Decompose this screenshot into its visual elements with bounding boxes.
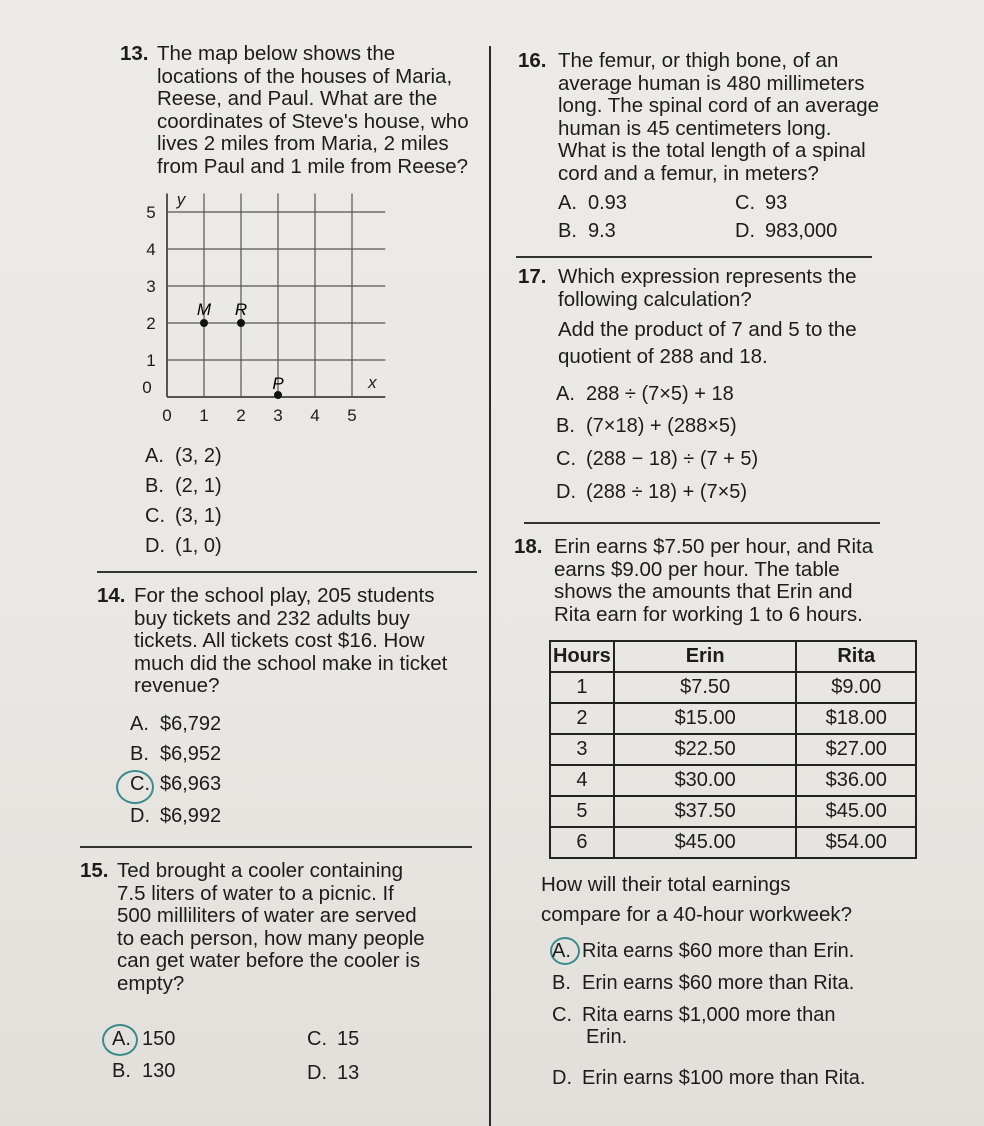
stem-line: compare for a 40-hour workweek?: [541, 903, 853, 926]
question-stem: [558, 266, 857, 368]
option-letter: D.: [130, 805, 150, 827]
answer-option[interactable]: [130, 773, 221, 795]
x-axis-label: x: [368, 373, 377, 392]
option-letter: B.: [112, 1060, 131, 1082]
question-number: 15.: [80, 859, 109, 882]
x-tick-label: 0: [162, 406, 172, 425]
option-text: 0.93: [588, 192, 627, 214]
option-text: $6,792: [160, 713, 222, 735]
stem-line: 500 milliliters of water are served: [117, 904, 417, 927]
answer-option[interactable]: [558, 192, 627, 214]
answer-option[interactable]: [307, 1028, 359, 1050]
table-row: [550, 703, 916, 734]
option-letter: B.: [145, 475, 164, 497]
separator: [524, 522, 880, 524]
stem-line: The femur, or thigh bone, of an: [558, 49, 839, 72]
table-row: [550, 796, 916, 827]
option-letter: B.: [130, 743, 149, 765]
map-point-m: [200, 319, 208, 327]
prompt-line: quotient of 288 and 18.: [558, 344, 768, 368]
option-text: (288 − 18) ÷ (7 + 5): [586, 448, 759, 470]
table-cell: 1: [550, 672, 614, 703]
stem-line: 7.5 liters of water to a picnic. If: [117, 881, 394, 905]
stem-line: much did the school make in ticket: [134, 651, 448, 675]
stem-line: Rita earn for working 1 to 6 hours.: [554, 602, 863, 626]
stem-line: earns $9.00 per hour. The table: [554, 557, 840, 581]
option-text: 288 ÷ (7×5) + 18: [586, 383, 734, 405]
answer-option[interactable]: [307, 1062, 359, 1084]
y-tick-label: 2: [146, 314, 156, 333]
table-row: [550, 672, 916, 703]
stem-line: following calculation?: [558, 287, 752, 311]
option-letter: A.: [552, 940, 571, 962]
answer-option[interactable]: [556, 448, 758, 470]
x-tick-label: 5: [347, 406, 357, 425]
answer-option[interactable]: [735, 192, 787, 214]
column-divider: [489, 46, 491, 1126]
option-text: $6,952: [160, 743, 222, 765]
stem-line: locations of the houses of Maria,: [157, 64, 453, 88]
option-letter: A.: [130, 713, 149, 735]
prompt-line: Add the product of 7 and 5 to the: [558, 318, 857, 341]
stem-line: tickets. All tickets cost $16. How: [134, 629, 425, 652]
stem-line: empty?: [117, 971, 185, 995]
option-letter: D.: [145, 535, 165, 557]
option-text: 983,000: [765, 220, 838, 242]
table-cell: $18.00: [796, 703, 916, 734]
question-number: 17.: [518, 265, 547, 288]
stem-line: What is the total length of a spinal: [558, 139, 866, 162]
table-cell: $36.00: [796, 765, 916, 796]
stem-line: For the school play, 205 students: [134, 584, 435, 607]
x-tick-label: 4: [310, 406, 320, 425]
answer-option[interactable]: [552, 1067, 866, 1089]
option-text: (3, 2): [175, 445, 222, 467]
option-text: (7×18) + (288×5): [586, 415, 737, 437]
option-letter: C.: [552, 1004, 572, 1026]
stem-line: lives 2 miles from Maria, 2 miles: [157, 132, 449, 155]
option-text: (3, 1): [175, 505, 222, 527]
stem-line: buy tickets and 232 adults buy: [134, 606, 410, 630]
stem-line: revenue?: [134, 674, 220, 697]
option-letter: C.: [130, 773, 150, 795]
option-letter: A.: [556, 383, 575, 405]
stem-line: can get water before the cooler is: [117, 949, 421, 972]
table-cell: 6: [550, 827, 614, 858]
stem-line: How will their total earnings: [541, 873, 791, 896]
option-letter: C.: [556, 448, 576, 470]
stem-line: Which expression represents the: [558, 265, 857, 288]
table-cell: $54.00: [796, 827, 916, 858]
y-tick-label: 1: [146, 351, 156, 370]
answer-option[interactable]: [558, 220, 616, 242]
x-tick-label: 2: [236, 406, 246, 425]
question-stem: [554, 536, 873, 626]
table-cell: $15.00: [614, 703, 797, 734]
table-cell: $7.50: [614, 672, 797, 703]
answer-option[interactable]: [556, 481, 747, 503]
option-letter: C.: [145, 505, 165, 527]
x-tick-label: 3: [273, 406, 283, 425]
answer-option[interactable]: [145, 475, 222, 497]
option-letter: B.: [556, 415, 575, 437]
stem-line: average human is 480 millimeters: [558, 71, 865, 95]
option-text: 150: [142, 1028, 176, 1050]
separator: [97, 571, 477, 573]
answer-option[interactable]: [735, 220, 837, 242]
option-letter: B.: [552, 972, 571, 994]
table-cell: $30.00: [614, 765, 797, 796]
option-text: $6,992: [160, 805, 222, 827]
table-row: [550, 734, 916, 765]
answer-option[interactable]: [130, 805, 221, 827]
stem-line: cord and a femur, in meters?: [558, 161, 819, 185]
option-letter: D.: [556, 481, 576, 503]
stem-line: to each person, how many people: [117, 926, 425, 950]
option-letter: D.: [552, 1067, 572, 1089]
answer-option[interactable]: [556, 383, 734, 405]
table-cell: $45.00: [796, 796, 916, 827]
map-point-label: R: [234, 300, 248, 319]
table-cell: 2: [550, 703, 614, 734]
answer-option[interactable]: [556, 415, 737, 437]
table-header: Erin: [614, 641, 797, 672]
stem-line: human is 45 centimeters long.: [558, 116, 832, 140]
x-tick-label: 1: [199, 406, 209, 425]
option-text: 13: [337, 1062, 360, 1084]
answer-option[interactable]: [130, 713, 221, 735]
stem-line: from Paul and 1 mile from Reese?: [157, 154, 469, 178]
y-axis-label: y: [176, 190, 186, 210]
answer-option[interactable]: [552, 940, 854, 962]
answer-option[interactable]: [112, 1060, 175, 1082]
option-letter: C.: [735, 192, 755, 214]
option-letter: A.: [558, 192, 577, 214]
option-text: 15: [337, 1028, 360, 1050]
table-cell: $22.50: [614, 734, 797, 765]
grid-lines: [167, 194, 385, 398]
stem-line: shows the amounts that Erin and: [554, 580, 853, 603]
option-text: Erin.: [586, 1026, 628, 1048]
option-text: (2, 1): [175, 475, 222, 497]
y-tick-label: 0: [142, 378, 152, 397]
answer-option[interactable]: [112, 1028, 175, 1050]
option-letter: D.: [307, 1062, 327, 1084]
option-text: 9.3: [588, 220, 616, 242]
earnings-table: [549, 640, 917, 859]
question-stem: [558, 50, 879, 185]
table-cell: 5: [550, 796, 614, 827]
table-cell: $9.00: [796, 672, 916, 703]
question-number: 16.: [518, 49, 547, 72]
option-text: (288 ÷ 18) + (7×5): [586, 481, 748, 503]
option-letter: D.: [735, 220, 755, 242]
option-text: $6,963: [160, 773, 222, 795]
option-text: Erin earns $60 more than Rita.: [582, 972, 855, 994]
y-tick-label: 3: [146, 277, 156, 296]
map-point-r: [237, 319, 245, 327]
question-stem: [157, 43, 469, 178]
y-tick-label: 5: [146, 203, 156, 222]
stem-line: Erin earns $7.50 per hour, and Rita: [554, 535, 874, 558]
answer-option[interactable]: [552, 972, 854, 994]
answer-option[interactable]: [145, 505, 222, 527]
answer-option[interactable]: [145, 535, 222, 557]
answer-option[interactable]: [130, 743, 221, 765]
stem-line: coordinates of Steve's house, who: [157, 109, 469, 133]
separator: [516, 256, 872, 258]
option-text: Rita earns $1,000 more than: [582, 1004, 836, 1026]
map-point-label: M: [196, 300, 212, 319]
table-cell: $37.50: [614, 796, 797, 827]
stem-line: Reese, and Paul. What are the: [157, 87, 438, 110]
question-number: 18.: [514, 535, 543, 558]
question-stem: [117, 860, 425, 995]
option-text: Erin earns $100 more than Rita.: [582, 1067, 866, 1089]
answer-option[interactable]: [552, 1004, 836, 1048]
table-header: Hours: [550, 641, 614, 672]
option-letter: A.: [145, 445, 164, 467]
option-letter: B.: [558, 220, 577, 242]
option-letter: A.: [112, 1028, 131, 1050]
table-cell: $27.00: [796, 734, 916, 765]
table-row: [550, 765, 916, 796]
option-text: Rita earns $60 more than Erin.: [582, 940, 855, 962]
stem-line: Ted brought a cooler containing: [117, 859, 404, 882]
coordinate-map: [130, 185, 390, 430]
option-text: (1, 0): [175, 535, 222, 557]
table-header: Rita: [796, 641, 916, 672]
question-number: 13.: [120, 42, 149, 65]
option-letter: C.: [307, 1028, 327, 1050]
stem-line: long. The spinal cord of an average: [558, 94, 880, 117]
option-text: 93: [765, 192, 788, 214]
y-tick-label: 4: [146, 240, 156, 259]
table-cell: 4: [550, 765, 614, 796]
question-number: 14.: [97, 584, 126, 607]
table-row: [550, 827, 916, 858]
stem-line: The map below shows the: [157, 42, 396, 65]
question-stem: [134, 585, 447, 698]
map-point-label: P: [272, 374, 284, 393]
option-text: 130: [142, 1060, 176, 1082]
answer-option[interactable]: [145, 445, 222, 467]
separator: [80, 846, 472, 848]
table-cell: $45.00: [614, 827, 797, 858]
table-cell: 3: [550, 734, 614, 765]
question-18-continuation: [541, 870, 921, 930]
